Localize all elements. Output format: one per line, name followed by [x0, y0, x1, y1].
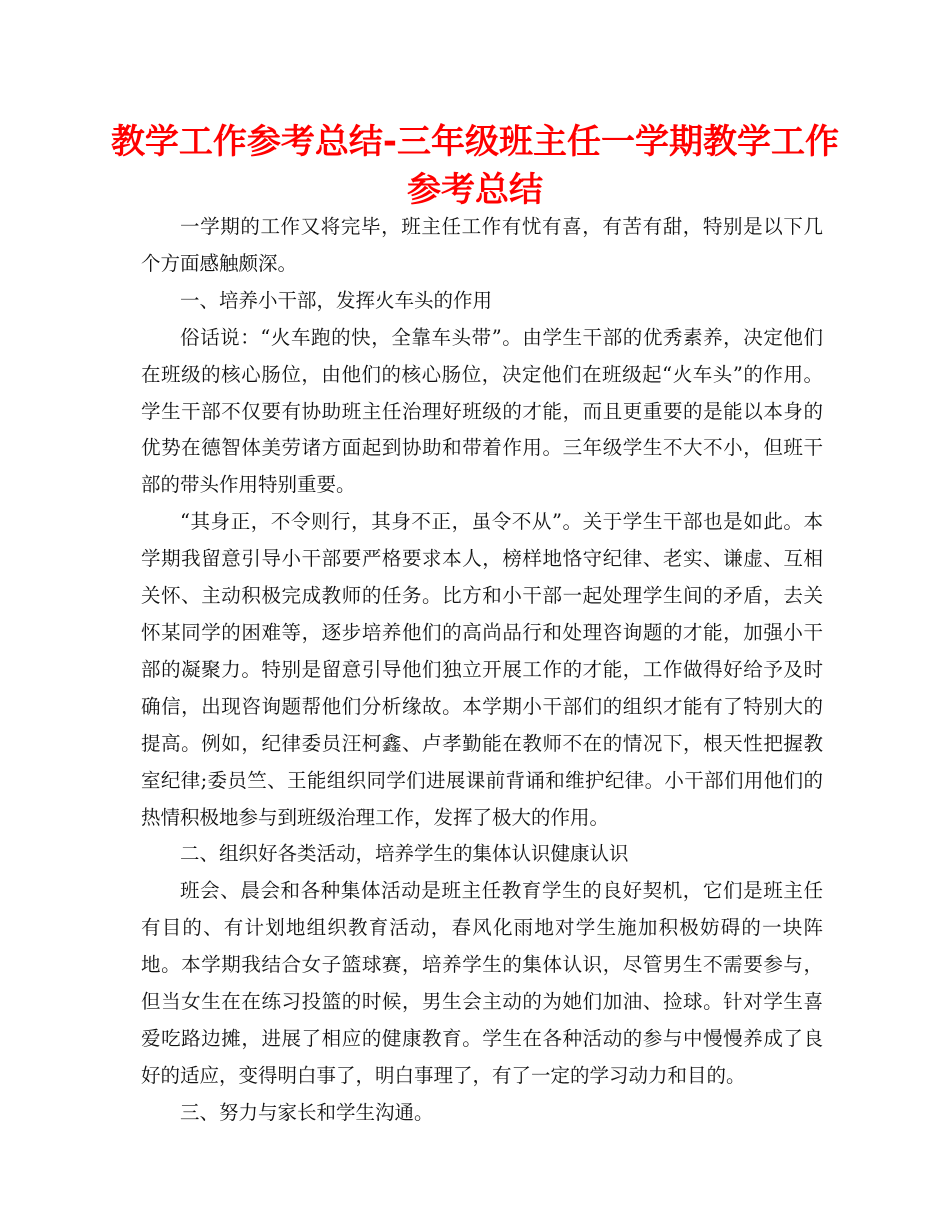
paragraph-1: 俗话说：“火车跑的快，全靠车头带”。由学生干部的优秀素养，决定他们在班级的核心肠位，由他们的核心肠位，决定他们在班级起“火车头”的作用。学生干部不仅要有协助班主任治理好班级的才能，而且更重要的是能以本身的优势在德智体美劳诸方面起到协助和带着作用。三年级学生不大不小，但班干部的带头作用特别重要。 — [141, 325, 823, 497]
section-heading-1: 一、培养小干部，发挥火车头的作用 — [180, 288, 493, 312]
paragraph-2: “其身正，不令则行，其身不正，虽令不从”。关于学生干部也是如此。本学期我留意引导小干部要严格要求本人，榜样地恪守纪律、老实、谦虚、互相关怀、主动积极完成教师的任务。比方和小干部一起处理学生间的矛盾，去关怀某同学的困难等，逐步培养他们的高尚品行和处理咨询题的才能，加强小干部的凝聚力。特别是留意引导他们独立开展工作的才能，工作做得好给予及时确信，出现咨询题帮他们分析缘故。本学期小干部们的组织才能有了特别大的提高。例如，纪律委员汪柯鑫、卢孝勤能在教师不在的情况下，根天性把握教室纪律;委员竺、王能组织同学们进展课前背诵和维护纪律。小干部们用他们的热情积极地参与到班级治理工作，发挥了极大的作用。 — [141, 510, 823, 829]
paragraph-intro: 一学期的工作又将完毕，班主任工作有忧有喜，有苦有甜，特别是以下几个方面感触颇深。 — [141, 215, 823, 275]
section-heading-3: 三、努力与家长和学生沟通。 — [180, 1100, 434, 1124]
document-body — [141, 209, 823, 1132]
paragraph-3: 班会、晨会和各种集体活动是班主任教育学生的良好契机，它们是班主任有目的、有计划地组织教育活动，春风化雨地对学生施加积极妨碍的一块阵地。本学期我结合女子篮球赛，培养学生的集体认识，尽管男生不需要参与，但当女生在在练习投篮的时候，男生会主动的为她们加油、捡球。针对学生喜爱吃路边摊，进展了相应的健康教育。学生在各种活动的参与中慢慢养成了良好的适应，变得明白事了，明白事理了，有了一定的学习动力和目的。 — [141, 879, 823, 1087]
section-heading-2: 二、组织好各类活动，培养学生的集体认识健康认识 — [180, 842, 629, 866]
document-title: 教学工作参考总结-三年级班主任一学期教学工作参考总结 — [110, 122, 840, 210]
